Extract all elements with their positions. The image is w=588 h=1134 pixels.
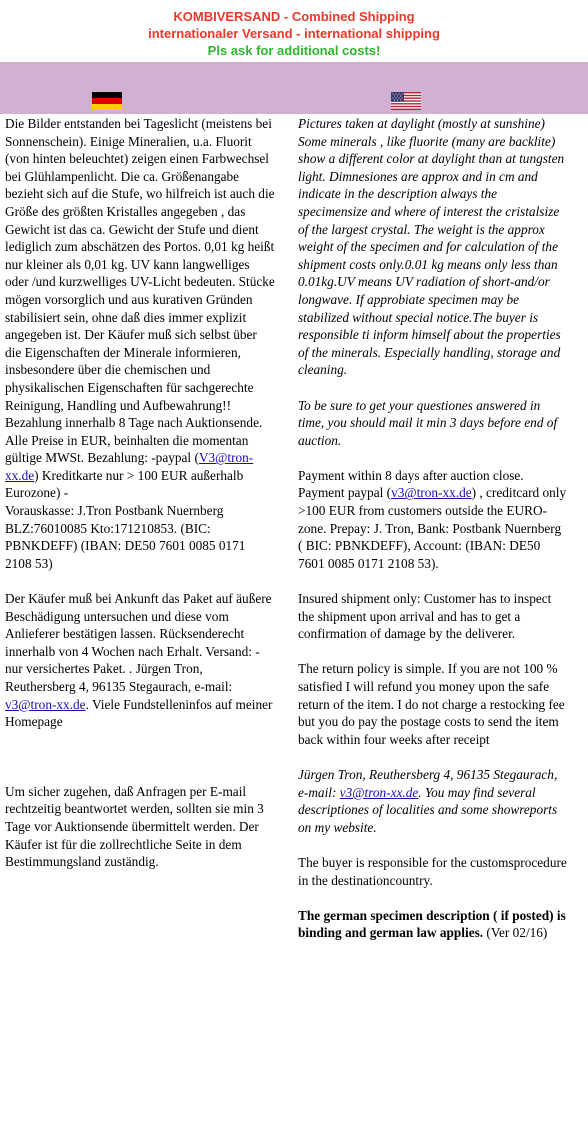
flag-band [0,62,588,114]
english-column [298,115,568,960]
shipping-header [0,0,588,59]
english-binding-description-paragraph: The german specimen description ( if posted) is binding and german law applies. (Ver 02/16) [298,907,566,941]
english-terms-paragraph: Pictures taken at daylight (mostly at sunshine) Some minerals , like fluorite (many are backlite) show a different color at daylight than at tungsten light. Dimnesiones are approx and in cm and indicate in the description always the specimensize and where of interest the cristalsize of the largest crystal. The weight is the approx weight of the specimen and for calculation of the shipment costs only.0.01 kg means only less than 0.01kg.UV means UV radiation of short-and/or longwave. If approbiate specimen may be stabilized without special notice.The buyer is responsible ti inform himself about the properties of the minerals. Especially handling, storage and cleaning. [298,116,565,378]
german-column [5,115,275,888]
english-contact-paragraph: Jürgen Tron, Reuthersberg 4, 96135 Stegaurach, e-mail: v3@tron-xx.de. You may find several descriptiones of localities and some showreports on my website. [298,766,558,835]
german-flag-icon [92,92,122,110]
english-insured-shipment-paragraph: Insured shipment only: Customer has to inspect the shipment upon arrival and has to get a confirmation of damage by the deliverer. [298,591,552,642]
german-questions-paragraph: Um sicher zugehen, daß Anfragen per E-mail rechtzeitig beantwortet werden, sollten sie min 3 Tage vor Auktionsende übermittelt werden. Der Käufer ist für die zollrechtliche Seite in dem Bestimmungsland zuständig. [5,783,264,870]
english-payment-paragraph: Payment within 8 days after auction close. Payment paypal (v3@tron-xx.de) , creditcard only >100 EUR from customers outside the EURO-zone. Prepay: J. Tron, Bank: Postbank Nuernberg ( BIC: PBNKDEFF), Account: (IBAN: DE50 7601 0085 0171 2108 53). [298,467,567,571]
german-paypal-email-link[interactable]: V3@tron-xx.de [5,450,254,483]
header-line-additional-costs: Pls ask for additional costs! [207,43,381,58]
english-paypal-email-link[interactable]: v3@tron-xx.de [391,485,472,501]
english-contact-email-link[interactable]: v3@tron-xx.de [339,784,419,800]
german-terms-paragraph: Die Bilder entstanden bei Tageslicht (meistens bei Sonnenschein). Einige Mineralien, u.a. Fluorit (von hinten beleuchtet) zeigen einen Farbwechsel bei Glühlampenlicht. Die ca. Größenangabe bezieht sich auf die Stufe, wo hilfreich ist auch die Größe des größten Kristalles angegeben , das Gewicht ist das ca. Gewicht der Stufe und dient lediglich zum abschätzen des Portos. 0,01 kg heißt nur kleiner als 0,01 kg. UV kann langwelliges oder /und kurzwelliges UV-Licht bedeuten. Stücke mögen vorsorglich und aus kurativen Gründen stabilisiert sein, ohne daß dies immer explizit angegeben ist. Der Käufer muß sich selbst über die Eigenschaften der Minerale informieren, insbesondere über die chemischen und physikalischen Eigenschaften für sachgerechte Reinigung, Handling und Aufbewahrung!! Bezahlung innerhalb 8 Tage nach Auktionsende. Alle Preise in EUR, beinhalten die momentan gültige MWSt. Bezahlung: -paypal (V3@tron-xx.de) Kreditkarte nur > 100 EUR außerhalb Eurozone) - Vorauskasse: J.Tron Postbank Nuernberg BLZ:76010085 Kto:171210853. (BIC: PBNKDEFF) (IBAN: DE50 7601 0085 0171 2108 53) [5,116,275,571]
german-shipping-paragraph: Der Käufer muß bei Ankunft das Paket auf äußere Beschädigung untersuchen und diese vom Anlieferer bestätigen lassen. Rücksenderecht innerhalb von 4 Wochen nach Erhalt. Versand: -nur versichertes Paket. . Jürgen Tron, Reuthersberg 4, 96135 Stegaurach, e-mail: v3@tron-xx.de. Viele Fundstelleninfos auf meiner Homepage [5,591,273,730]
english-customs-paragraph: The buyer is responsible for the customsprocedure in the destinationcountry. [298,854,567,888]
header-line-combined-shipping: KOMBIVERSAND - Combined Shipping [173,9,415,24]
english-return-policy-paragraph: The return policy is simple. If you are not 100 % satisfied I will refund you money upon the safe return of the item. I do not charge a restocking fee but you do pay the postage costs to send the item back within four weeks after receipt [298,661,565,747]
us-flag-icon [391,92,421,110]
header-line-international-shipping: internationaler Versand - international shipping [148,26,440,41]
english-questions-paragraph: To be sure to get your questiones answered in time, you should mail it min 3 days before end of auction. [298,397,558,448]
german-contact-email-link[interactable]: v3@tron-xx.de [5,696,86,712]
